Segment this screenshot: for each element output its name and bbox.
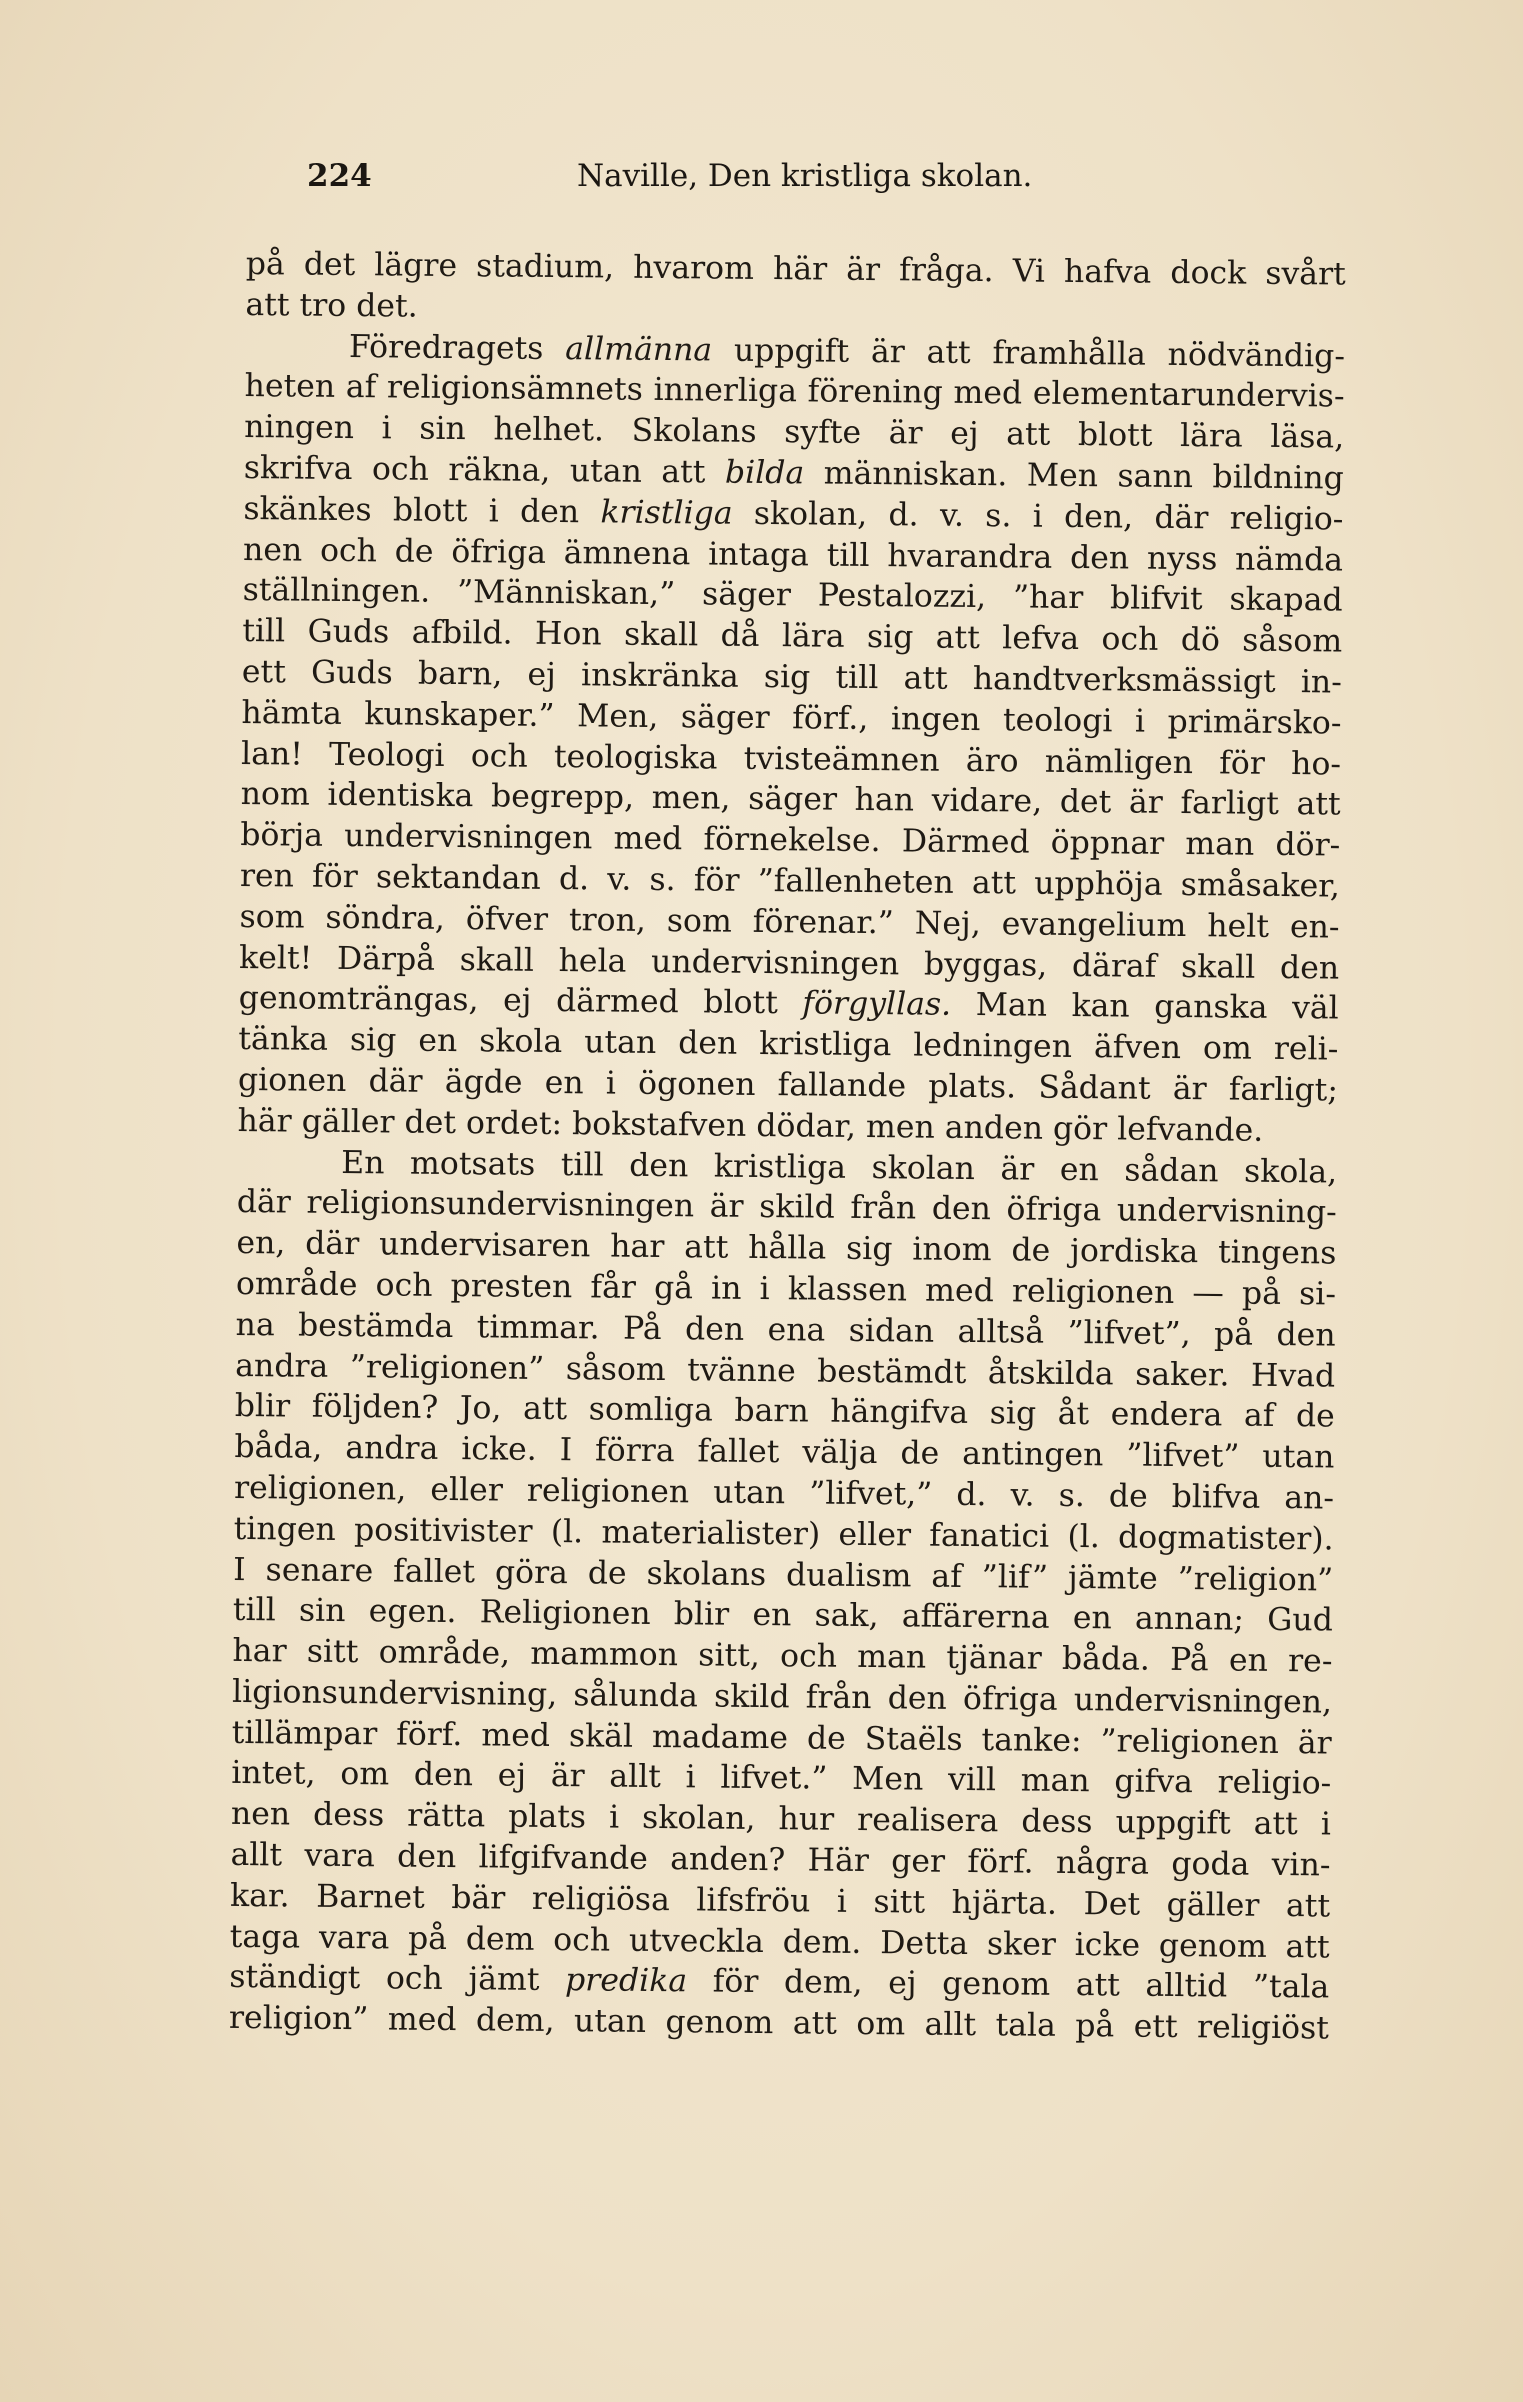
- text-segment: ren för sektandan d. v. s. för ”fallenheten att upphöja småsaker,: [239, 857, 1341, 905]
- text-segment: som söndra, öfver tron, som förenar.” Nej, evangelium helt en-: [239, 898, 1340, 946]
- page-header: [0, 158, 1523, 218]
- text-segment: nen dess rätta plats i skolan, hur realisera dess uppgift att i: [230, 1796, 1332, 1843]
- text-segment: uppgift är att framhålla nödvändig-: [712, 332, 1346, 375]
- body-text: [229, 244, 1346, 2050]
- text-segment: taga vara på dem och utveckla dem. Detta sker icke genom att: [229, 1918, 1330, 1966]
- text-segment: nen och de öfriga ämnena intaga till hvarandra den nyss nämda: [242, 531, 1344, 579]
- text-segment: nom identiska begrepp, men, säger han vidare, det är farligt att: [240, 776, 1341, 823]
- text-segment: till Guds afbild. Hon skall då lära sig att lefva och dö såsom: [242, 613, 1343, 660]
- text-segment: andra ”religionen” såsom tvänne bestämdt åtskilda saker. Hvad: [235, 1347, 1336, 1395]
- running-title: Naville, Den kristliga skolan.: [577, 158, 1033, 194]
- emphasized-text: bilda: [724, 454, 805, 492]
- text-segment: I senare fallet göra de skolans dualism af ”lif” jämte ”religion”: [233, 1551, 1334, 1598]
- text-segment: tillämpar förf. med skäl madame de Staëls tanke: ”religionen är: [231, 1714, 1332, 1762]
- text-segment: område och presten får gå in i klassen med religionen — på si-: [235, 1265, 1337, 1313]
- text-segment: skrifva och räkna, utan att: [243, 449, 726, 491]
- text-segment: na bestämda timmar. På den ena sidan alltså ”lifvet”, på den: [235, 1306, 1336, 1354]
- emphasized-text: förgyllas.: [802, 985, 952, 1024]
- text-segment: har sitt område, mammon sitt, och man tjänar båda. På en re-: [232, 1633, 1333, 1680]
- text-segment: där religionsundervisningen är skild från den öfriga undervisning-: [236, 1184, 1337, 1231]
- text-segment: skolan, d. v. s. i den, där religio-: [732, 495, 1344, 538]
- text-segment: här gäller det ordet: bokstafven dödar, men anden gör lefvande.: [237, 1102, 1264, 1149]
- text-segment: människan. Men sann bildning: [804, 455, 1344, 497]
- text-segment: kelt! Därpå skall hela undervisningen byggas, däraf skall den: [238, 939, 1340, 987]
- text-segment: lan! Teologi och teologiska tvisteämnen äro nämligen för ho-: [240, 735, 1342, 783]
- text-segment: ställningen. ”Människan,” säger Pestalozzi, ”har blifvit skapad: [242, 572, 1343, 619]
- emphasized-text: kristliga: [600, 494, 733, 532]
- text-segment: blir följden? Jo, att somliga barn hängifva sig åt endera af de: [234, 1388, 1335, 1435]
- page-number: 224: [307, 158, 372, 194]
- text-segment: ningen i sin helhet. Skolans syfte är ej att blott lära läsa,: [244, 409, 1345, 456]
- text-segment: genomträngas, ej därmed blott: [238, 980, 803, 1022]
- text-segment: på det lägre stadium, hvarom här är fråga. Vi hafva dock svårt: [245, 245, 1346, 293]
- text-segment: skänkes blott i den: [243, 490, 601, 531]
- text-segment: Man kan ganska väl: [950, 987, 1339, 1027]
- text-segment: religionen, eller religionen utan ”lifvet,” d. v. s. de blifva an-: [233, 1469, 1335, 1517]
- text-segment: kar. Barnet bär religiösa lifsfröu i sitt hjärta. Det gäller att: [229, 1877, 1331, 1925]
- text-segment: att tro det.: [245, 286, 418, 325]
- text-segment: hämta kunskaper.” Men, säger förf., ingen teologi i primärsko-: [241, 694, 1342, 742]
- emphasized-text: allmänna: [565, 330, 713, 369]
- text-segment: gionen där ägde en i ögonen fallande plats. Sådant är farligt;: [237, 1061, 1339, 1109]
- text-segment: till sin egen. Religionen blir en sak, affärerna en annan; Gud: [232, 1592, 1334, 1639]
- text-segment: allt vara den lifgifvande anden? Här ger förf. några goda vin-: [230, 1837, 1331, 1884]
- text-segment: en, där undervisaren har att hålla sig inom de jordiska tingens: [236, 1225, 1337, 1272]
- text-segment: tänka sig en skola utan den kristliga ledningen äfven om reli-: [238, 1021, 1339, 1068]
- text-segment: Föredragets: [348, 328, 566, 367]
- text-segment: börja undervisningen med förnekelse. Därmed öppnar man dör-: [240, 817, 1341, 864]
- text-segment: ett Guds barn, ej inskränka sig till att handtverksmässigt in-: [241, 653, 1343, 701]
- emphasized-text: predika: [564, 1962, 688, 2000]
- text-segment: ligionsundervisning, sålunda skild från den öfriga undervisningen,: [231, 1673, 1333, 1721]
- text-segment: båda, andra icke. I förra fallet välja de antingen ”lifvet” utan: [234, 1429, 1335, 1476]
- text-segment: tingen positivister (l. materialister) eller fanatici (l. dogmatister).: [233, 1510, 1334, 1558]
- text-segment: heten af religionsämnets innerliga förening med elementarundervis-: [244, 368, 1345, 415]
- text-segment: En motsats till den kristliga skolan är en sådan skola,: [341, 1144, 1338, 1191]
- text-segment: ständigt och jämt: [229, 1959, 566, 1999]
- text-segment: religion” med dem, utan genom att om allt tala på ett religiöst: [228, 2000, 1330, 2047]
- text-segment: för dem, ej genom att alltid ”tala: [686, 1963, 1330, 2006]
- text-segment: intet, om den ej är allt i lifvet.” Men vill man gifva religio-: [231, 1755, 1332, 1802]
